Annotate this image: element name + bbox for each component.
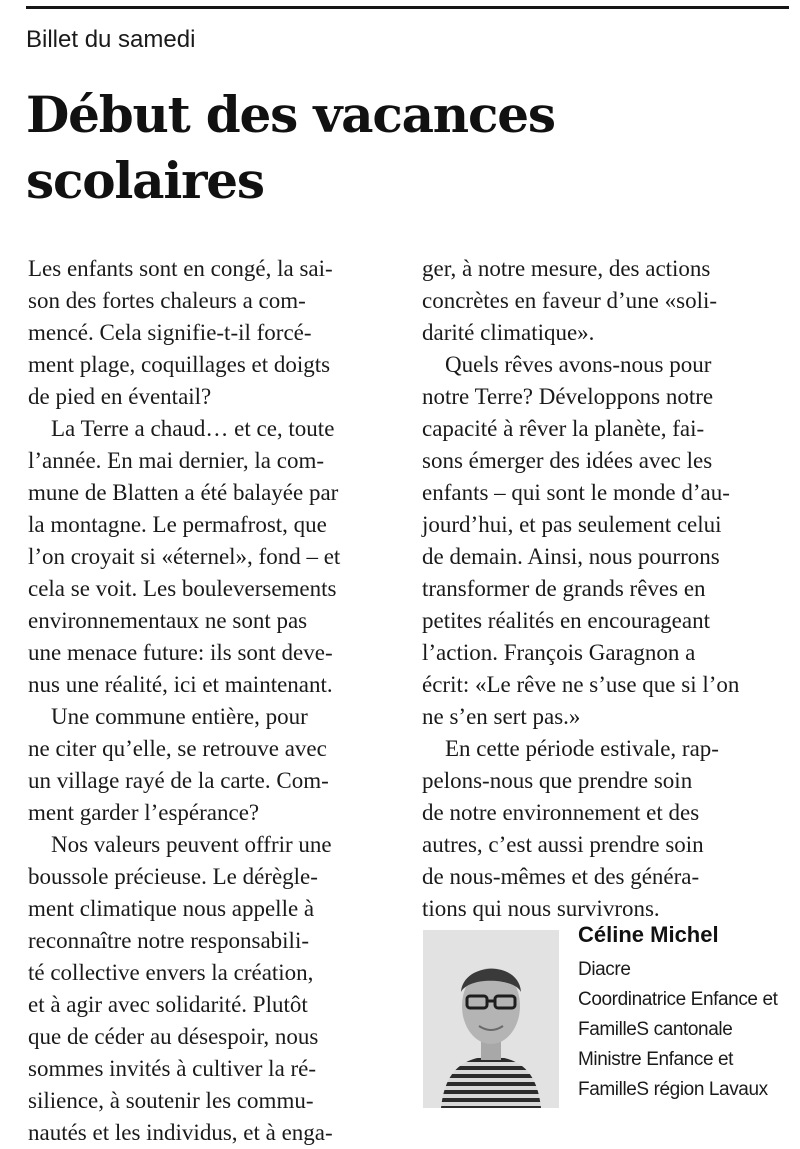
text-line: té collective envers la création, xyxy=(28,960,314,985)
headline xyxy=(26,82,786,214)
text-line: sommes invités à cultiver la ré- xyxy=(28,1056,317,1081)
text-line: environnementaux ne sont pas xyxy=(28,608,308,633)
text-line: cela se voit. Les bouleversements xyxy=(28,576,337,601)
top-rule xyxy=(26,6,789,9)
text-line: Une commune entière, pour xyxy=(28,704,308,729)
author-role-line: FamilleS cantonale xyxy=(578,1019,733,1040)
text-line: l’action. François Garagnon a xyxy=(422,640,696,665)
text-line: une menace future: ils sont deve- xyxy=(28,640,333,665)
author-role xyxy=(578,955,793,1105)
text-line: ne s’en sert pas.» xyxy=(422,704,581,729)
author-name: Céline Michel xyxy=(578,922,719,947)
text-line: Les enfants sont en congé, la sai- xyxy=(28,256,333,281)
text-line: son des fortes chaleurs a com- xyxy=(28,288,306,313)
headline-line-2: scolaires xyxy=(26,151,264,210)
text-line: Quels rêves avons-nous pour xyxy=(422,352,712,377)
text-line: l’on croyait si «éternel», fond – et xyxy=(28,544,341,569)
text-line: de pied en éventail? xyxy=(28,384,212,409)
author-portrait xyxy=(423,930,559,1108)
text-line: mune de Blatten a été balayée par xyxy=(28,480,339,505)
author-role-line: Diacre xyxy=(578,959,631,980)
text-line: écrit: «Le rêve ne s’use que si l’on xyxy=(422,672,740,697)
text-line: notre Terre? Développons notre xyxy=(422,384,714,409)
text-line: l’année. En mai dernier, la com- xyxy=(28,448,325,473)
author-role-line: Ministre Enfance et xyxy=(578,1049,734,1070)
text-line: tions qui nous survivrons. xyxy=(422,896,660,921)
text-line: concrètes en faveur d’une «soli- xyxy=(422,288,718,313)
text-line: sons émerger des idées avec les xyxy=(422,448,713,473)
text-line: que de céder au désespoir, nous xyxy=(28,1024,319,1049)
text-line: ment plage, coquillages et doigts xyxy=(28,352,331,377)
text-line: La Terre a chaud… et ce, toute xyxy=(28,416,335,441)
text-line: En cette période estivale, rap- xyxy=(422,736,719,761)
text-line: jourd’hui, et pas seulement celui xyxy=(422,512,722,537)
text-line: capacité à rêver la planète, fai- xyxy=(422,416,705,441)
article-column-left xyxy=(28,253,392,1149)
rubric-label: Billet du samedi xyxy=(26,26,196,53)
text-line: nautés et les individus, et à enga- xyxy=(28,1120,333,1145)
text-line: boussole précieuse. Le dérègle- xyxy=(28,864,318,889)
text-line: ger, à notre mesure, des actions xyxy=(422,256,711,281)
author-role-line: FamilleS région Lavaux xyxy=(578,1079,768,1100)
text-line: de demain. Ainsi, nous pourrons xyxy=(422,544,720,569)
text-line: petites réalités en encourageant xyxy=(422,608,710,633)
text-line: et à agir avec solidarité. Plutôt xyxy=(28,992,308,1017)
article-column-right xyxy=(422,253,788,925)
text-line: ne citer qu’elle, se retrouve avec xyxy=(28,736,327,761)
text-line: ment climatique nous appelle à xyxy=(28,896,315,921)
text-line: de nous-mêmes et des généra- xyxy=(422,864,700,889)
text-line: mencé. Cela signifie-t-il forcé- xyxy=(28,320,312,345)
author-role-line: Coordinatrice Enfance et xyxy=(578,989,778,1010)
text-line: pelons-nous que prendre soin xyxy=(422,768,693,793)
text-line: un village rayé de la carte. Com- xyxy=(28,768,329,793)
author-portrait-image xyxy=(423,930,559,1108)
text-line: de notre environnement et des xyxy=(422,800,700,825)
text-line: transformer de grands rêves en xyxy=(422,576,706,601)
text-line: ment garder l’espérance? xyxy=(28,800,260,825)
text-line: la montagne. Le permafrost, que xyxy=(28,512,327,537)
text-line: reconnaître notre responsabili- xyxy=(28,928,309,953)
text-line: Nos valeurs peuvent offrir une xyxy=(28,832,332,857)
text-line: darité climatique». xyxy=(422,320,595,345)
headline-line-1: Début des vacances xyxy=(26,85,555,144)
text-line: autres, c’est aussi prendre soin xyxy=(422,832,704,857)
text-line: silience, à soutenir les commu- xyxy=(28,1088,314,1113)
text-line: nus une réalité, ici et maintenant. xyxy=(28,672,333,697)
text-line: enfants – qui sont le monde d’au- xyxy=(422,480,730,505)
